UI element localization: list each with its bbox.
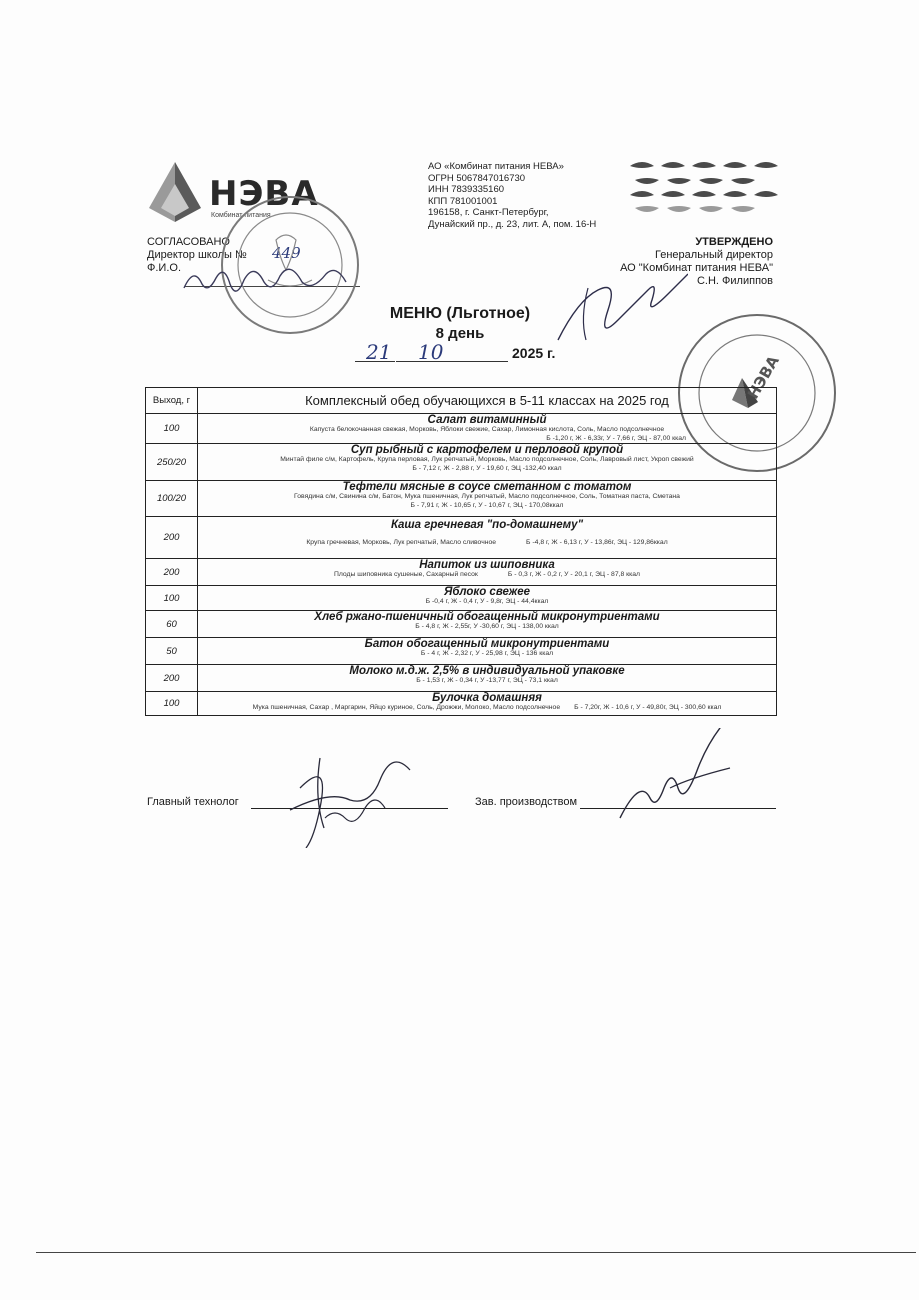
approval-right-company: АО "Комбинат питания НЕВА": [620, 262, 773, 274]
table-row: [146, 586, 777, 611]
table-row: [146, 611, 777, 638]
menu-day: 8 день: [435, 325, 485, 342]
dish-name: Напиток из шиповника: [419, 559, 555, 571]
dish-nutrition: Б -0,4 г, Ж - 0,4 г, У - 9,8г, ЭЦ - 44,4ккал: [425, 598, 549, 605]
table-row: [146, 444, 777, 481]
dish-ingredients: Капуста белокочанная свежая, Морковь, Яблоки свежие, Сахар, Лимонная кислота, Соль, Масло подсолнечное: [309, 426, 665, 433]
table-row: [146, 638, 777, 665]
chief-technologist-label: Главный технолог: [147, 796, 239, 808]
dish-name: Молоко м.д.ж. 2,5% в индивидуальной упаковке: [349, 665, 625, 677]
handwritten-school-number: 449: [272, 244, 301, 262]
production-head-signature: [610, 728, 760, 828]
row-content: [198, 444, 777, 481]
approval-right-position: Генеральный директор: [655, 249, 773, 261]
table-row: [146, 517, 777, 559]
table-row: [146, 559, 777, 586]
dish-name: Каша гречневая "по-домашнему": [390, 519, 584, 531]
dish-nutrition: Б - 4 г, Ж - 2,32 г, У - 25,98 г, ЭЦ - 136 ккал: [420, 650, 554, 657]
dish-nutrition: Б - 7,91 г, Ж - 10,65 г, У - 10,67 г, ЭЦ - 170,08ккал: [410, 501, 564, 509]
dish-name: Булочка домашняя: [432, 692, 542, 704]
row-content: [198, 559, 777, 586]
row-output: 100/20: [146, 481, 198, 517]
dish-name: Салат витаминный: [427, 414, 547, 426]
company-line: Дунайский пр., д. 23, лит. А, пом. 16-Н: [428, 218, 597, 230]
table-row: [146, 692, 777, 716]
dish-nutrition: Б - 1,53 г, Ж - 0,34 г, У -13,77 г, ЭЦ - 73,1 ккал: [416, 677, 558, 684]
row-output: 60: [146, 611, 198, 638]
row-content: [198, 481, 777, 517]
approval-left-position: Директор школы №: [147, 249, 247, 261]
approval-right-name: С.Н. Филиппов: [696, 275, 773, 287]
menu-title: МЕНЮ (Льготное): [389, 305, 531, 322]
wave-pattern-icon: [625, 158, 780, 220]
company-line: АО «Комбинат питания НЕВА»: [428, 161, 564, 172]
row-output: 250/20: [146, 444, 198, 481]
date-month: 10: [418, 340, 444, 364]
row-content: [198, 414, 777, 444]
table-row: [146, 665, 777, 692]
row-output: 100: [146, 586, 198, 611]
dish-nutrition: Б -4,8 г, Ж - 6,13 г, У - 13,86г, ЭЦ - 129,86ккал: [526, 539, 668, 546]
stamp-logo-text: НЭВА: [743, 352, 783, 402]
dish-name: Суп рыбный с картофелем и перловой крупой: [350, 444, 624, 456]
company-line: КПП 781001001: [428, 195, 498, 207]
dish-details: [198, 704, 776, 713]
table-row: [146, 414, 777, 444]
dish-nutrition: Б - 0,3 г, Ж - 0,2 г, У - 20,1 г, ЭЦ - 87,8 ккал: [507, 571, 641, 578]
dish-ingredients: Мука пшеничная, Сахар , Маргарин, Яйцо куриное, Соль, Дрожжи, Молоко, Масло подсолнечное: [252, 704, 561, 711]
scan-bottom-edge: [36, 1252, 916, 1253]
table-title: Комплексный обед обучающихся в 5-11 классах на 2025 год: [198, 388, 777, 414]
dish-name: Тефтели мясные в соусе сметанном с томатом: [342, 481, 632, 493]
row-content: [198, 611, 777, 638]
date-month-underline: [396, 361, 508, 362]
chief-technologist-signature: [280, 748, 420, 848]
company-requisites: [428, 161, 628, 230]
dish-name: Хлеб ржано-пшеничный обогащенный микронутриентами: [314, 611, 660, 623]
date-day: 21: [366, 340, 392, 364]
approval-left-fio: Ф.И.О.: [147, 262, 181, 274]
company-line: ОГРН 5067847016730: [428, 172, 526, 184]
director-signature: [180, 258, 370, 298]
row-content: [198, 665, 777, 692]
row-content: [198, 638, 777, 665]
dish-ingredients: Минтай филе с/м, Картофель, Крупа перловая, Лук репчатый, Морковь, Масло подсолнечное, Соль, Лавровый лист, Укроп свежий: [280, 456, 694, 463]
column-header-output: Выход, г: [146, 388, 198, 414]
dish-ingredients: Говядина с/м, Свинина с/м, Батон, Мука пшеничная, Лук репчатый, Масло подсолнечное, Соль, Томатная паста, Сметана: [294, 493, 680, 500]
pyramid-logo-icon: [145, 160, 205, 226]
menu-table: [145, 387, 777, 716]
dish-details: [198, 571, 776, 580]
dish-ingredients: Плоды шиповника сушеные, Сахарный песок: [333, 571, 478, 578]
dish-name: Батон обогащенный микронутриентами: [364, 638, 610, 650]
company-line: ИНН 7839335160: [428, 184, 505, 195]
dish-name: Яблоко свежее: [444, 586, 530, 598]
approval-right-heading: УТВЕРЖДЕНО: [695, 236, 773, 248]
row-content: [198, 517, 777, 559]
table-header-row: [146, 388, 777, 414]
row-output: 100: [146, 414, 198, 444]
logo-wordmark: НЭВА: [209, 174, 319, 214]
dish-nutrition: Б - 7,20г, Ж - 10,6 г, У - 49,80г, ЭЦ - 300,60 ккал: [574, 704, 722, 711]
row-content: [198, 692, 777, 716]
row-output: 100: [146, 692, 198, 716]
date-day-underline: [355, 361, 395, 362]
dish-ingredients: Крупа гречневая, Морковь, Лук репчатый, Масло сливочное: [306, 539, 497, 546]
general-director-signature: [548, 270, 688, 350]
production-head-label: Зав. производством: [475, 796, 578, 808]
row-output: 50: [146, 638, 198, 665]
dish-nutrition: Б - 7,12 г, Ж - 2,88 г, У - 19,60 г, ЭЦ -132,40 ккал: [412, 464, 562, 472]
approval-left-heading: СОГЛАСОВАНО: [147, 236, 230, 248]
row-content: [198, 586, 777, 611]
row-output: 200: [146, 559, 198, 586]
dish-nutrition: Б - 4,8 г, Ж - 2,55г, У -30,60 г, ЭЦ - 138,00 ккал: [415, 623, 559, 630]
table-row: [146, 481, 777, 517]
dish-nutrition: Б -1,20 г, Ж - 6,33г, У - 7,66 г, ЭЦ - 87,00 ккал: [546, 434, 686, 442]
dish-details: [198, 539, 776, 548]
company-line: 196158, г. Санкт-Петербург,: [428, 207, 549, 218]
row-output: 200: [146, 517, 198, 559]
logo-subtitle: Комбинат питания: [211, 212, 271, 219]
date-year: 2025 г.: [512, 345, 556, 361]
row-output: 200: [146, 665, 198, 692]
